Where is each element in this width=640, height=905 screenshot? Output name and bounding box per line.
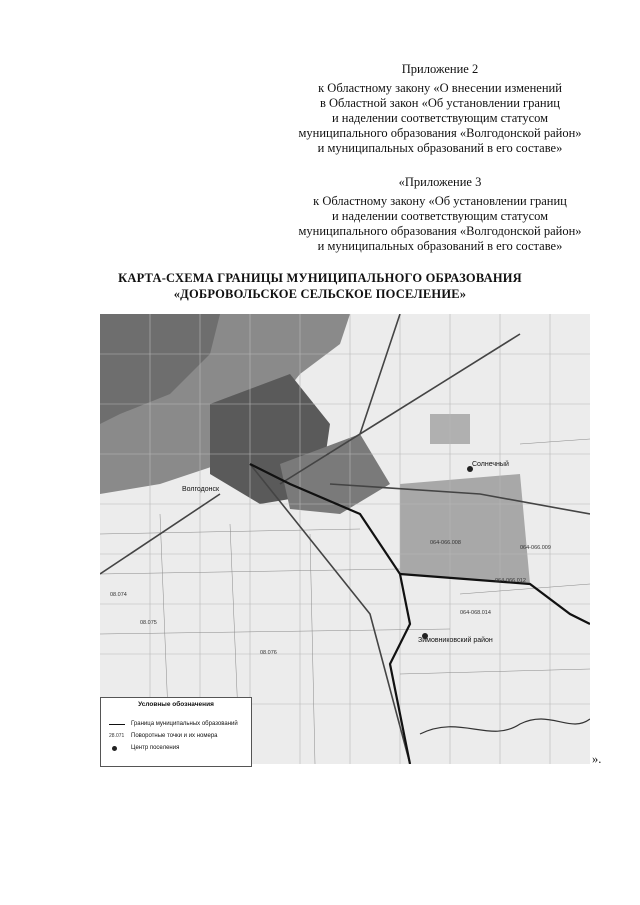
map-label-settlement-south: Зимовниковский район <box>418 637 493 644</box>
boundary-point-label: 064-066.009 <box>520 545 551 551</box>
appendix-3-heading: «Приложение 3 <box>398 175 482 189</box>
map-legend <box>100 697 252 767</box>
appendix-3-line: к Областному закону «Об установлении границ <box>313 194 567 208</box>
boundary-point-label: 08.076 <box>260 650 277 656</box>
appendix-3-line: и наделении соответствующим статусом <box>331 209 549 223</box>
boundary-point-label: 064-066.012 <box>495 578 526 584</box>
appendix-2-line: в Областной закон «Об установлении границ <box>319 96 560 110</box>
legend-item-center <box>109 744 247 752</box>
legend-title: Условные обозначения <box>138 701 214 708</box>
legend-item-text: Граница муниципальных образований <box>131 721 238 727</box>
appendix-3-block <box>290 175 590 254</box>
legend-item-text: Центр поселения <box>131 745 180 751</box>
legend-line-symbol <box>109 724 131 725</box>
legend-item-text: Поворотные точки и их номера <box>131 733 218 739</box>
appendix-2-line: к Областному закону «О внесении изменений <box>318 81 562 95</box>
boundary-point-label: 064-066.008 <box>430 540 461 546</box>
map-label-city: Волгодонск <box>182 486 220 493</box>
boundary-point-label: 064-068.014 <box>460 610 491 616</box>
legend-dot-symbol <box>109 746 131 751</box>
boundary-point-label: 08.074 <box>110 592 127 598</box>
map-label-settlement-east: Солнечный <box>472 461 509 468</box>
appendix-2-heading: Приложение 2 <box>401 62 479 76</box>
closing-quote: ». <box>592 752 602 766</box>
appendix-2-line: муниципального образования «Волгодонской район» <box>298 126 582 140</box>
boundary-point-label: 08.075 <box>140 620 157 626</box>
document-title <box>0 270 640 302</box>
appendix-3-line: и муниципальных образований в его составе» <box>317 239 563 253</box>
title-line-2: «ДОБРОВОЛЬСКОЕ СЕЛЬСКОЕ ПОСЕЛЕНИЕ» <box>173 287 467 301</box>
legend-item-boundary <box>109 720 247 728</box>
title-line-1: КАРТА-СХЕМА ГРАНИЦЫ МУНИЦИПАЛЬНОГО ОБРАЗОВАНИЯ <box>118 271 522 285</box>
appendix-2-line: и муниципальных образований в его составе» <box>317 141 563 155</box>
appendix-2-block <box>290 62 590 156</box>
legend-item-points <box>109 732 247 740</box>
appendix-2-line: и наделении соответствующим статусом <box>331 111 549 125</box>
appendix-3-line: муниципального образования «Волгодонской район» <box>298 224 582 238</box>
legend-point-code: 28.071 <box>109 733 125 739</box>
